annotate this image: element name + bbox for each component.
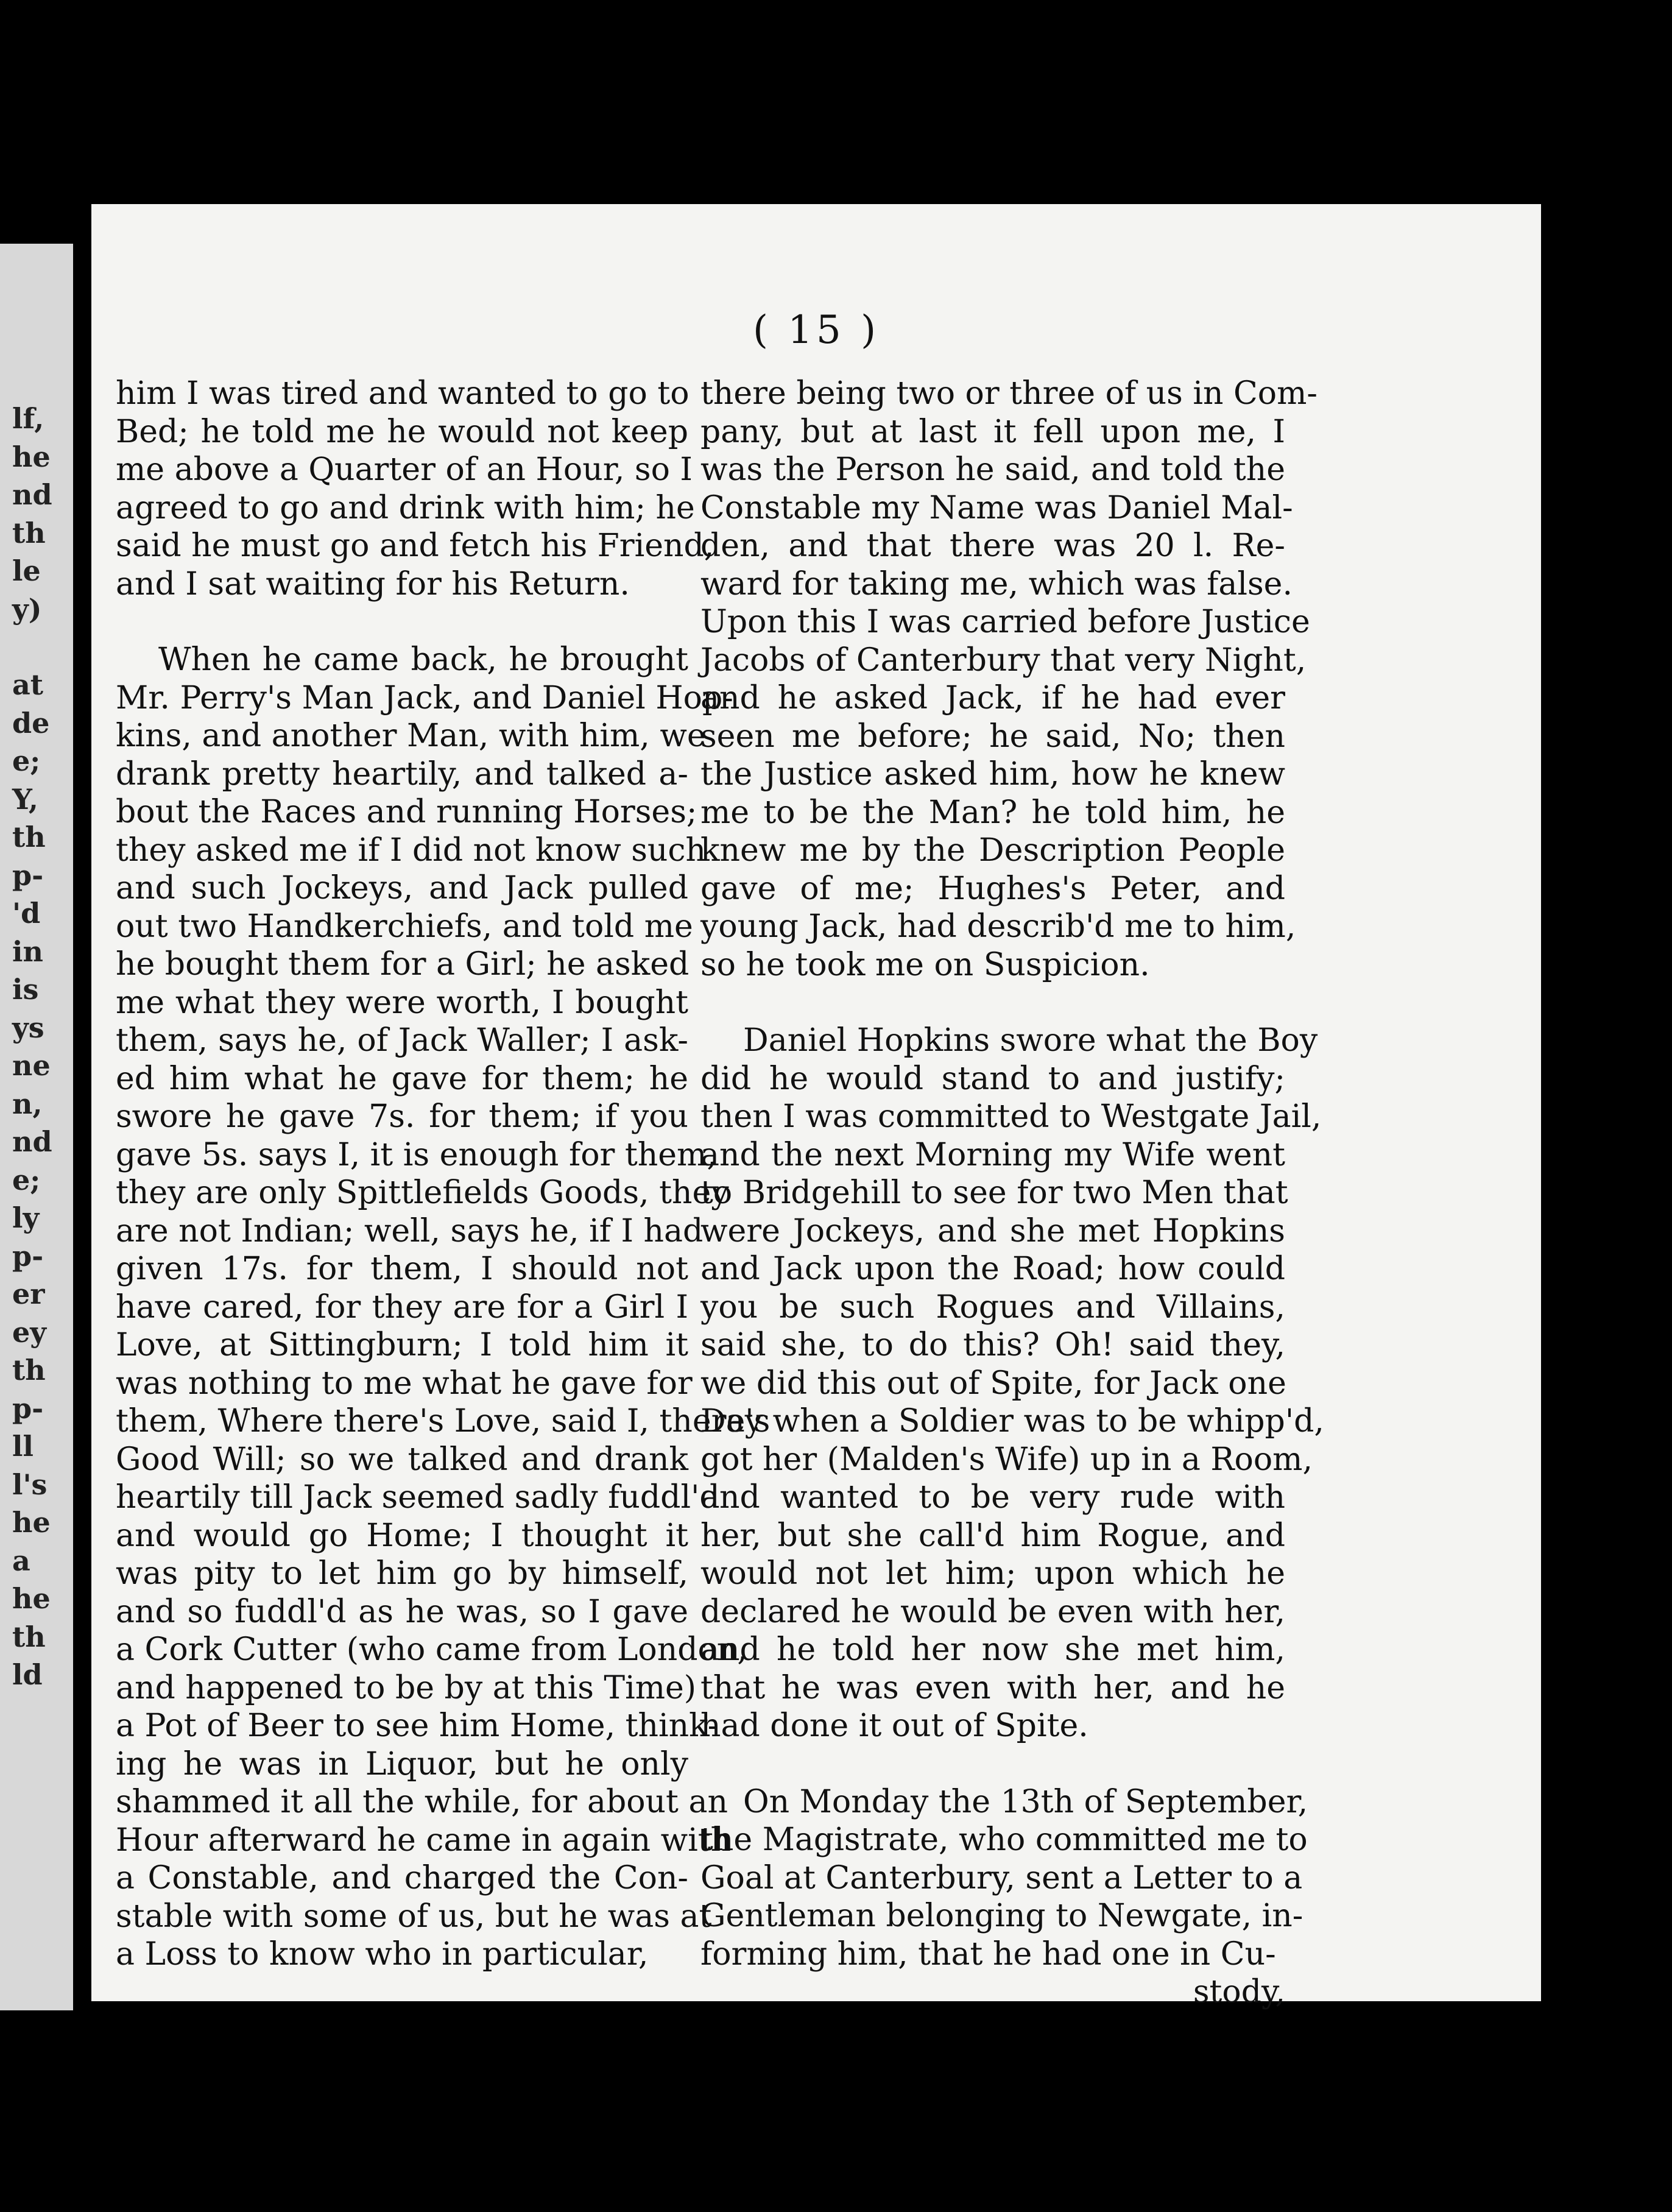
text-line: ward for taking me, which was false. (700, 565, 1293, 602)
adjacent-page-fragment: lf, (12, 402, 44, 435)
text-line: Upon this I was carried before Justice (700, 604, 1310, 640)
text-line: pany, but at last it fell upon me, I (700, 413, 1285, 450)
text-line: have cared, for they are for a Girl I (116, 1288, 688, 1326)
text-line: seen me before; he said, No; then (700, 718, 1285, 755)
adjacent-page-fragment: he (12, 440, 51, 473)
text-line: On Monday the 13th of September, (743, 1783, 1308, 1820)
adjacent-page-fragment: nd (12, 478, 52, 511)
text-line: they are only Spittlefields Goods, they (116, 1175, 729, 1211)
adjacent-page-fragment: nd (12, 1125, 52, 1158)
text-line: there being two or three of us in Com- (700, 375, 1317, 412)
adjacent-page-fragment: ys (12, 1011, 44, 1044)
text-line: knew me by the Description People (700, 832, 1285, 869)
adjacent-page-fragment: ey (12, 1315, 46, 1349)
text-line: you be such Rogues and Villains, (700, 1288, 1285, 1326)
paragraph (700, 1022, 1324, 1745)
text-line: and happened to be by at this Time) (116, 1669, 697, 1706)
adjacent-page-fragment: p- (12, 1391, 44, 1425)
text-line: a Constable, and charged the Con- (116, 1860, 688, 1896)
text-line: me to be the Man? he told him, he (700, 794, 1285, 831)
adjacent-page-fragment: l's (12, 1468, 48, 1501)
left-column (116, 375, 771, 2012)
paragraph (116, 641, 771, 1974)
adjacent-page-fragment: ld (12, 1658, 43, 1691)
text-line: are not Indian; well, says he, if I had (116, 1212, 704, 1249)
text-line: the Magistrate, who committed me to (700, 1822, 1308, 1858)
book-page (91, 204, 1541, 2010)
text-line: Gentleman belonging to Newgate, in- (700, 1898, 1303, 1934)
text-line: and he asked Jack, if he had ever (700, 680, 1285, 716)
text-line: heartily till Jack seemed sadly fuddl'd (116, 1479, 720, 1516)
text-line: den, and that there was 20 l. Re- (700, 528, 1285, 564)
text-line: Hour afterward he came in again with (116, 1822, 732, 1859)
text-line: he bought them for a Girl; he asked (116, 946, 690, 983)
text-line: the Justice asked him, how he knew (700, 756, 1285, 793)
adjacent-page-fragment: ne (12, 1049, 51, 1082)
text-line: had done it out of Spite. (700, 1708, 1088, 1744)
text-line: given 17s. for them, I should not (116, 1251, 688, 1287)
text-line: Goal at Canterbury, sent a Letter to a (700, 1859, 1303, 1896)
text-line: was pity to let him go by himself, (116, 1555, 688, 1592)
text-line: agreed to go and drink with him; he (116, 489, 695, 526)
text-line: them, Where there's Love, said I, there's (116, 1403, 771, 1440)
text-line: did he would stand to and justify; (700, 1060, 1285, 1097)
adjacent-page-fragment: in (12, 935, 43, 968)
text-line: ing he was in Liquor, but he only (116, 1745, 688, 1783)
text-line: out two Handkerchiefs, and told me (116, 908, 693, 945)
text-line: a Pot of Beer to see him Home, think- (116, 1708, 719, 1744)
text-line: stable with some of us, but he was at (116, 1898, 712, 1935)
adjacent-page-fragment: le (12, 554, 41, 587)
adjacent-page-fragment: e; (12, 744, 41, 777)
text-line: to Bridgehill to see for two Men that (700, 1175, 1288, 1211)
paragraph (116, 375, 714, 603)
page-number: ( 15 ) (752, 308, 880, 353)
text-line: me what they were worth, I bought (116, 984, 688, 1021)
adjacent-page-fragment: er (12, 1277, 45, 1310)
adjacent-page-fragment: e; (12, 1163, 41, 1196)
text-line: gave of me; Hughes's Peter, and (700, 870, 1285, 907)
text-line: and the next Morning my Wife went (700, 1136, 1285, 1173)
text-line: ed him what he gave for them; he (116, 1060, 688, 1097)
text-line: Day when a Soldier was to be whipp'd, (700, 1403, 1324, 1440)
text-line: and would go Home; I thought it (116, 1517, 688, 1554)
text-line: gave 5s. says I, it is enough for them, (116, 1136, 717, 1173)
catchword: stody, (1193, 1974, 1285, 2010)
adjacent-page-fragment: is (12, 973, 39, 1006)
text-line: her, but she call'd him Rogue, and (700, 1517, 1285, 1554)
adjacent-page-fragment: p- (12, 1239, 44, 1273)
text-line: Mr. Perry's Man Jack, and Daniel Hop- (116, 679, 733, 716)
text-line: and Jack upon the Road; how could (700, 1251, 1285, 1287)
adjacent-page-fragment: th (12, 516, 46, 549)
adjacent-page-fragment: ll (12, 1430, 34, 1463)
adjacent-page-fragment: a (12, 1544, 30, 1577)
adjacent-page-fragment: n, (12, 1087, 43, 1120)
text-line: kins, and another Man, with him, we (116, 718, 706, 754)
text-line: said he must go and fetch his Friend, (116, 528, 714, 564)
text-line: Daniel Hopkins swore what the Boy (743, 1022, 1318, 1059)
text-line: swore he gave 7s. for them; if you (116, 1098, 688, 1135)
adjacent-page-fragment: ly (12, 1201, 40, 1234)
text-line: Jacobs of Canterbury that very Night, (700, 641, 1307, 679)
text-line: so he took me on Suspicion. (700, 946, 1150, 983)
text-line: forming him, that he had one in Cu- (700, 1935, 1276, 1973)
text-line: would not let him; upon which he (700, 1555, 1285, 1592)
text-line: a Loss to know who in particular, (116, 1936, 649, 1973)
text-line: me above a Quarter of an Hour, so I (116, 451, 693, 488)
text-line: and such Jockeys, and Jack pulled (116, 870, 688, 906)
text-line: got her (Malden's Wife) up in a Room, (700, 1441, 1313, 1478)
text-line: When he came back, he brought (158, 641, 688, 678)
text-line: shammed it all the while, for about an (116, 1784, 728, 1820)
text-line: bout the Races and running Horses; (116, 794, 697, 830)
text-line: then I was committed to Westgate Jail, (700, 1098, 1322, 1135)
text-line: was nothing to me what he gave for (116, 1365, 693, 1402)
text-line: and so fuddl'd as he was, so I gave (116, 1593, 688, 1630)
adjacent-page-fragment: y) (12, 592, 42, 626)
text-line: and wanted to be very rude with (700, 1479, 1285, 1516)
adjacent-page-fragment: th (12, 821, 46, 853)
text-line: young Jack, had describ'd me to him, (700, 908, 1296, 945)
adjacent-page-fragment: at (12, 668, 44, 701)
adjacent-page-fragment: 'd (12, 897, 41, 930)
text-line: and I sat waiting for his Return. (116, 565, 630, 602)
paragraph (700, 375, 1317, 984)
text-line: that he was even with her, and he (700, 1669, 1285, 1706)
adjacent-page-fragment: th (12, 1354, 46, 1387)
adjacent-page-fragment: th (12, 1620, 46, 1653)
text-line: and he told her now she met him, (700, 1631, 1285, 1668)
text-line: him I was tired and wanted to go to (116, 375, 690, 412)
right-column (700, 375, 1324, 2012)
text-line: a Cork Cutter (who came from London, (116, 1631, 747, 1668)
paragraph (700, 1783, 1308, 1974)
text-line: Bed; he told me he would not keep (116, 413, 688, 450)
adjacent-page-fragment: de (12, 706, 50, 740)
text-line: they asked me if I did not know such (116, 832, 707, 869)
adjacent-page-fragment: Y, (12, 782, 38, 816)
text-line: was the Person he said, and told the (700, 451, 1285, 488)
adjacent-page-fragment: he (12, 1506, 51, 1539)
adjacent-page-edge (0, 244, 73, 2010)
text-line: said she, to do this? Oh! said they, (700, 1327, 1285, 1363)
text-line: them, says he, of Jack Waller; I ask- (116, 1022, 688, 1059)
text-line: were Jockeys, and she met Hopkins (700, 1212, 1285, 1249)
text-line: declared he would be even with her, (700, 1593, 1285, 1630)
text-line: drank pretty heartily, and talked a- (116, 755, 688, 793)
adjacent-page-fragment: he (12, 1582, 51, 1615)
text-line: Constable my Name was Daniel Mal- (700, 489, 1293, 526)
text-line: we did this out of Spite, for Jack one (700, 1365, 1286, 1402)
text-line: Love, at Sittingburn; I told him it (116, 1327, 688, 1363)
text-line: Good Will; so we talked and drank (116, 1441, 688, 1478)
adjacent-page-fragment: p- (12, 858, 44, 892)
